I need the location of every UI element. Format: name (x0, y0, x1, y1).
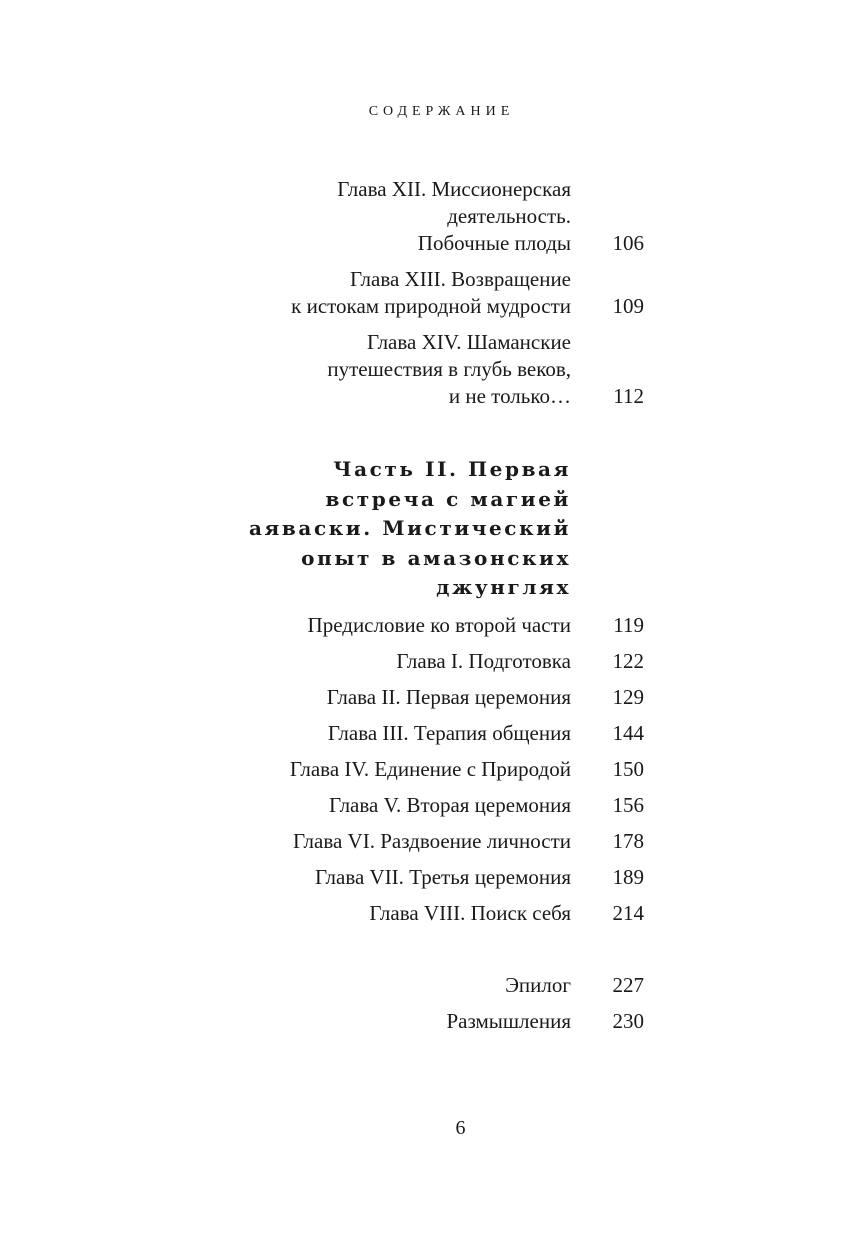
part-heading-line: джунглях (436, 575, 571, 599)
toc-entry-chapter-4[interactable]: Глава IV. Единение с Природой (289, 757, 571, 781)
toc-page-number: 119 (613, 613, 644, 637)
toc-page-number: 230 (612, 1009, 644, 1033)
toc-entry-chapter-7[interactable]: Глава VII. Третья церемония (314, 865, 571, 889)
toc-entry-chapter-12[interactable] (191, 176, 571, 257)
toc-entry-chapter-2[interactable]: Глава II. Первая церемония (326, 685, 571, 709)
toc-entry-chapter-6[interactable]: Глава VI. Раздвоение личности (292, 829, 571, 853)
part-heading-line: Часть II. Первая (333, 457, 571, 481)
toc-entry-chapter-3[interactable]: Глава III. Терапия общения (327, 721, 571, 745)
toc-page-number: 109 (612, 294, 644, 318)
toc-entry-preface[interactable]: Предисловие ко второй части (307, 613, 571, 637)
toc-entry-title-line: Глава XII. Миссионерская (337, 177, 571, 201)
toc-entry-chapter-1[interactable]: Глава I. Подготовка (396, 649, 571, 673)
page-number-folio: 6 (455, 1117, 466, 1139)
toc-page-number: 129 (612, 685, 644, 709)
toc-page-number: 112 (613, 384, 644, 408)
part-heading-line: опыт в амазонских (301, 545, 571, 570)
toc-page-number: 122 (612, 649, 644, 673)
toc-entry-chapter-13[interactable] (191, 266, 571, 320)
toc-page-number: 178 (612, 829, 644, 853)
toc-page-number: 150 (612, 757, 644, 781)
toc-entry-title-line: Глава XIII. Возвращение (349, 267, 571, 291)
toc-page-number: 106 (612, 231, 644, 255)
part-heading (171, 455, 571, 603)
toc-page-number: 227 (612, 973, 644, 997)
toc-entry-title-line: путешествия в глубь веков, (327, 357, 571, 381)
toc-entry-chapter-14[interactable] (191, 329, 571, 410)
toc-entry-title-line: Глава XIV. Шаманские (367, 330, 571, 354)
toc-entry-title-line: деятельность. (447, 204, 571, 228)
toc-entry-reflections[interactable]: Размышления (446, 1009, 571, 1033)
part-heading-line: аяваски. Мистический (249, 516, 571, 540)
part-heading-line: встреча с магией (325, 486, 571, 511)
toc-page-number: 214 (612, 901, 644, 925)
toc-entry-epilogue[interactable]: Эпилог (505, 973, 571, 997)
toc-entry-title-line: Побочные плоды (417, 231, 571, 255)
toc-page-number: 144 (612, 721, 644, 745)
toc-entry-chapter-8[interactable]: Глава VIII. Поиск себя (369, 901, 571, 925)
toc-entry-title-line: и не только… (448, 384, 571, 408)
toc-page-number: 189 (612, 865, 644, 889)
toc-entry-chapter-5[interactable]: Глава V. Вторая церемония (329, 793, 571, 817)
running-header: СОДЕРЖАНИЕ (368, 104, 515, 119)
toc-entry-title-line: к истокам природной мудрости (291, 294, 571, 318)
toc-page-number: 156 (612, 793, 644, 817)
